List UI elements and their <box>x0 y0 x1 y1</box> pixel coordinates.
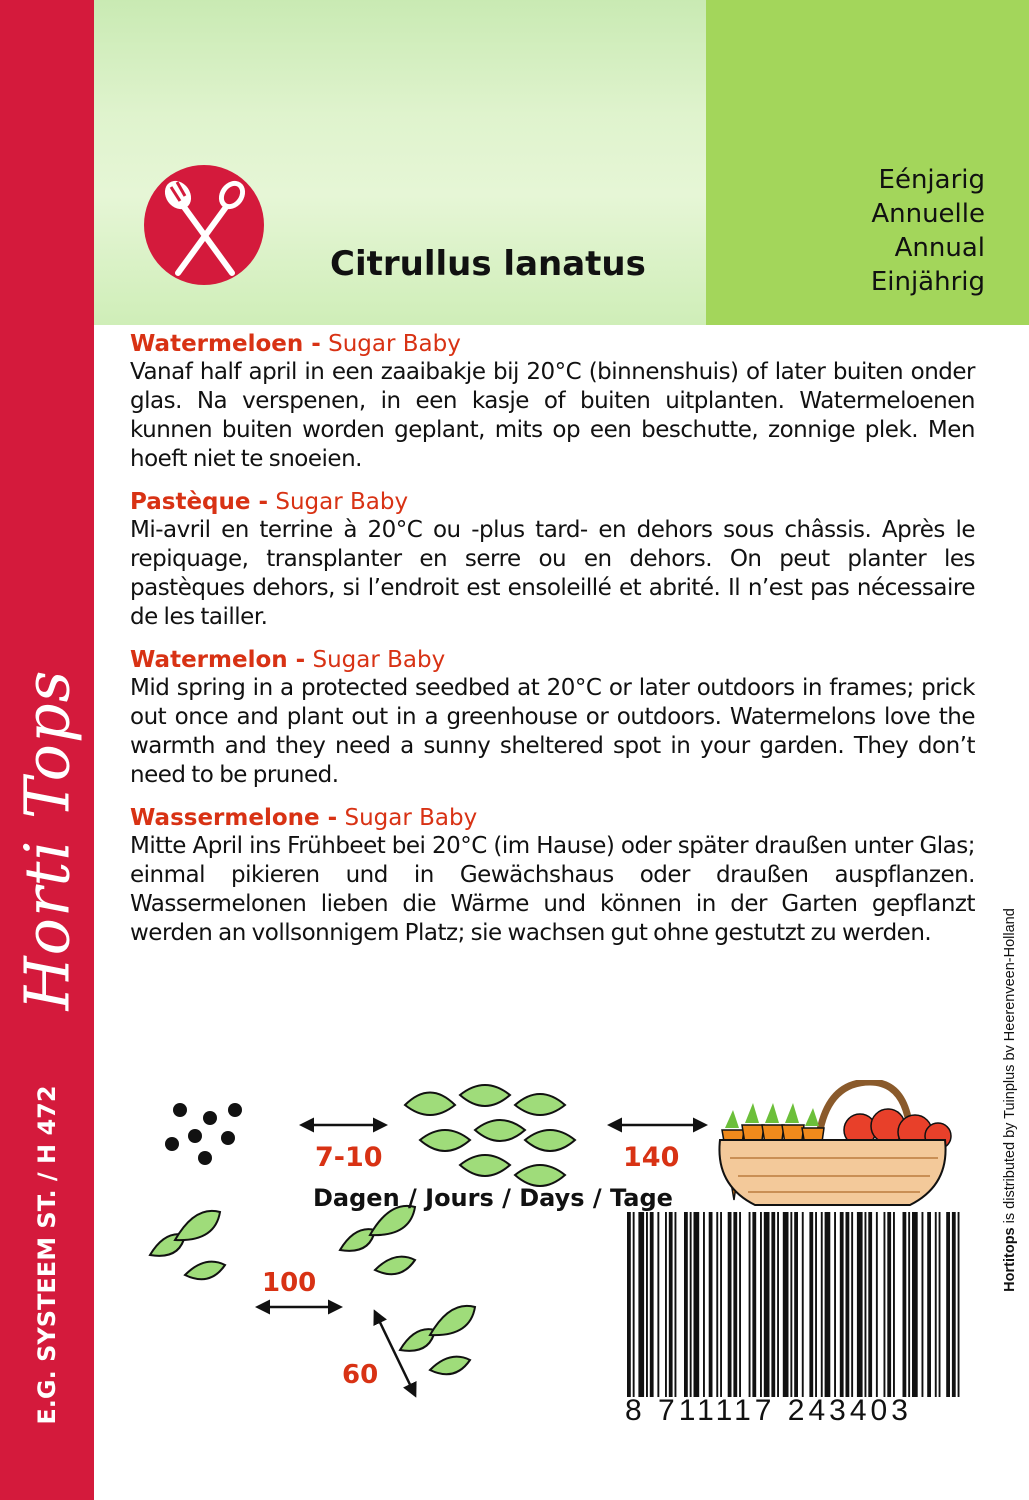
plant-spacing-arrow <box>375 1312 415 1395</box>
fork-spoon-icon <box>144 165 264 285</box>
section-dutch <box>130 330 975 474</box>
certification-code: E.G. SYSTEEM ST. / H 472 <box>33 1085 61 1425</box>
variety-name: Sugar Baby <box>275 489 409 515</box>
variety-name: Sugar Baby <box>344 805 478 831</box>
barcode <box>625 1212 960 1427</box>
header-band <box>94 0 1029 325</box>
distributor-note <box>1002 908 1018 1292</box>
germination-days: 7-10 <box>315 1142 383 1173</box>
harvest-days: 140 <box>623 1142 680 1173</box>
plant-spacing: 60 <box>342 1360 379 1390</box>
annual-label-en: Annual <box>894 233 985 263</box>
section-name: Wassermelone - <box>130 805 338 831</box>
barcode-digits: 8 711117 243403 <box>625 1394 912 1427</box>
brand-sidebar <box>0 0 94 1500</box>
section-title <box>130 646 975 674</box>
plant-icon <box>340 1206 415 1274</box>
plant-icon <box>150 1211 225 1279</box>
distributor-brand: Hortitops <box>1002 1227 1018 1292</box>
annual-labels <box>871 163 985 299</box>
seedlings-icon <box>405 1085 575 1186</box>
section-title <box>130 804 975 832</box>
section-french <box>130 488 975 632</box>
section-title <box>130 330 975 358</box>
section-german <box>130 804 975 948</box>
annual-label-fr: Annuelle <box>871 199 985 229</box>
annual-label-de: Einjährig <box>870 267 985 297</box>
variety-name: Sugar Baby <box>328 331 461 357</box>
instructions <box>130 330 975 962</box>
variety-name: Sugar Baby <box>312 647 446 673</box>
brand-logo: Horti Tops <box>10 669 84 1011</box>
section-text: Mi-avril en terrine à 20°C ou -plus tard- en dehors sous châssis. Après le repiquage, transplanter en serre ou en dehors. On peut planter les pastèques dehors, si l’endroit est ensoleillé et abrité. Il n’est pas nécessaire de les tailler. <box>130 517 975 630</box>
distributor-text: is distributed by Tuinplus bv Heerenveen-Holland <box>1002 908 1018 1228</box>
barcode-bars <box>625 1212 960 1397</box>
days-label: Dagen / Jours / Days / Tage <box>313 1184 673 1212</box>
section-text: Mid spring in a protected seedbed at 20°C or later outdoors in frames; prick out once and plant out in a greenhouse or outdoors. Watermelons love the warmth and they need a sunny sheltered spot in your garden. They don’t need to be pruned. <box>130 675 975 788</box>
section-name: Watermelon - <box>130 647 306 673</box>
section-text: Mitte April ins Frühbeet bei 20°C (im Hause) oder später draußen unter Glas; einmal pikieren und in Gewächshaus oder draußen auspflanzen. Wassermelonen lieben die Wärme und können in der Garten gepflanzt werden an vollsonnigem Platz; sie wachsen gut ohne gestutzt zu werden. <box>130 833 975 946</box>
section-text: Vanaf half april in een zaaibakje bij 20°C (binnenshuis) of later buiten onder glas. Na verspenen, in een kasje of buiten uitplanten. Watermeloenen kunnen buiten worden geplant, mits op een beschutte, zonnige plek. Men hoeft niet te snoeien. <box>130 359 975 472</box>
species-name: Citrullus lanatus <box>330 244 646 284</box>
section-name: Watermeloen - <box>130 331 321 357</box>
row-spacing: 100 <box>262 1268 317 1298</box>
harvest-basket-icon <box>710 1080 955 1210</box>
section-name: Pastèque - <box>130 489 269 515</box>
annual-label-nl: Eénjarig <box>878 165 985 195</box>
plant-icon <box>400 1306 475 1374</box>
section-english <box>130 646 975 790</box>
seeds-icon <box>165 1103 242 1165</box>
section-title <box>130 488 975 516</box>
